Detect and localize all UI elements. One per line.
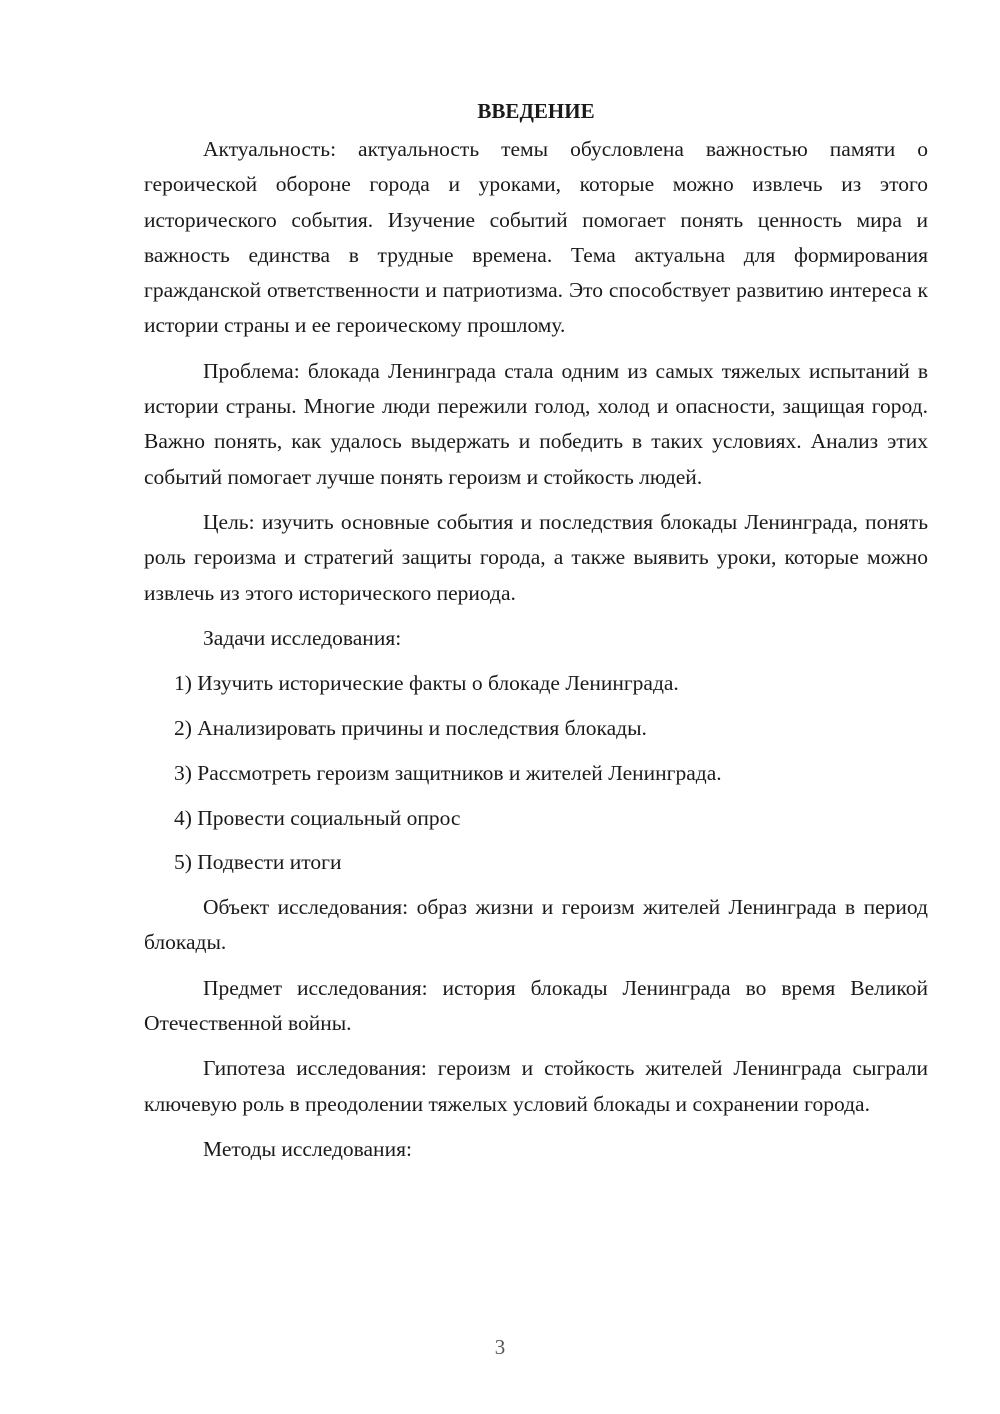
- list-item: 3) Рассмотреть героизм защитников и жителей Ленинграда.: [174, 760, 722, 785]
- methods-heading: Методы исследования:: [203, 1136, 412, 1161]
- paragraph-object: Объект исследования: образ жизни и героизм жителей Ленинграда в период блокады.: [144, 895, 928, 955]
- section-title: ВВЕДЕНИЕ: [477, 99, 595, 123]
- list-item: 2) Анализировать причины и последствия блокады.: [174, 715, 647, 740]
- tasks-heading: Задачи исследования:: [203, 625, 402, 650]
- page-content: [144, 96, 928, 1177]
- paragraph-goal: Цель: изучить основные события и последствия блокады Ленинграда, понять роль героизма и стратегий защиты города, а также выявить уроки, которые можно извлечь из этого исторического периода.: [144, 509, 928, 605]
- paragraph-relevance: Актуальность: актуальность темы обусловлена важностью памяти о героической обороне города и уроками, которые можно извлечь из этого исторического события. Изучение событий помогает понять ценность мира и важность единства в трудные времена. Тема актуальна для формирования гражданской ответственности и патриотизма. Это способствует развитию интереса к истории страны и ее героическому прошлому.: [144, 137, 928, 338]
- list-item: 1) Изучить исторические факты о блокаде Ленинграда.: [174, 671, 679, 696]
- tasks-list: [144, 666, 928, 880]
- list-item: 5) Подвести итоги: [174, 850, 342, 875]
- paragraph-problem: Проблема: блокада Ленинграда стала одним из самых тяжелых испытаний в истории страны. Многие люди пережили голод, холод и опасности, защищая город. Важно понять, как удалось выдержать и победить в таких условиях. Анализ этих событий помогает лучше понять героизм и стойкость людей.: [144, 358, 928, 489]
- list-item: 4) Провести социальный опрос: [174, 805, 461, 830]
- paragraph-subject: Предмет исследования: история блокады Ленинграда во время Великой Отечественной войны.: [144, 975, 928, 1036]
- page-number: 3: [494, 1335, 506, 1359]
- paragraph-hypothesis: Гипотеза исследования: героизм и стойкость жителей Ленинграда сыграли ключевую роль в преодолении тяжелых условий блокады и сохранении города.: [144, 1056, 928, 1116]
